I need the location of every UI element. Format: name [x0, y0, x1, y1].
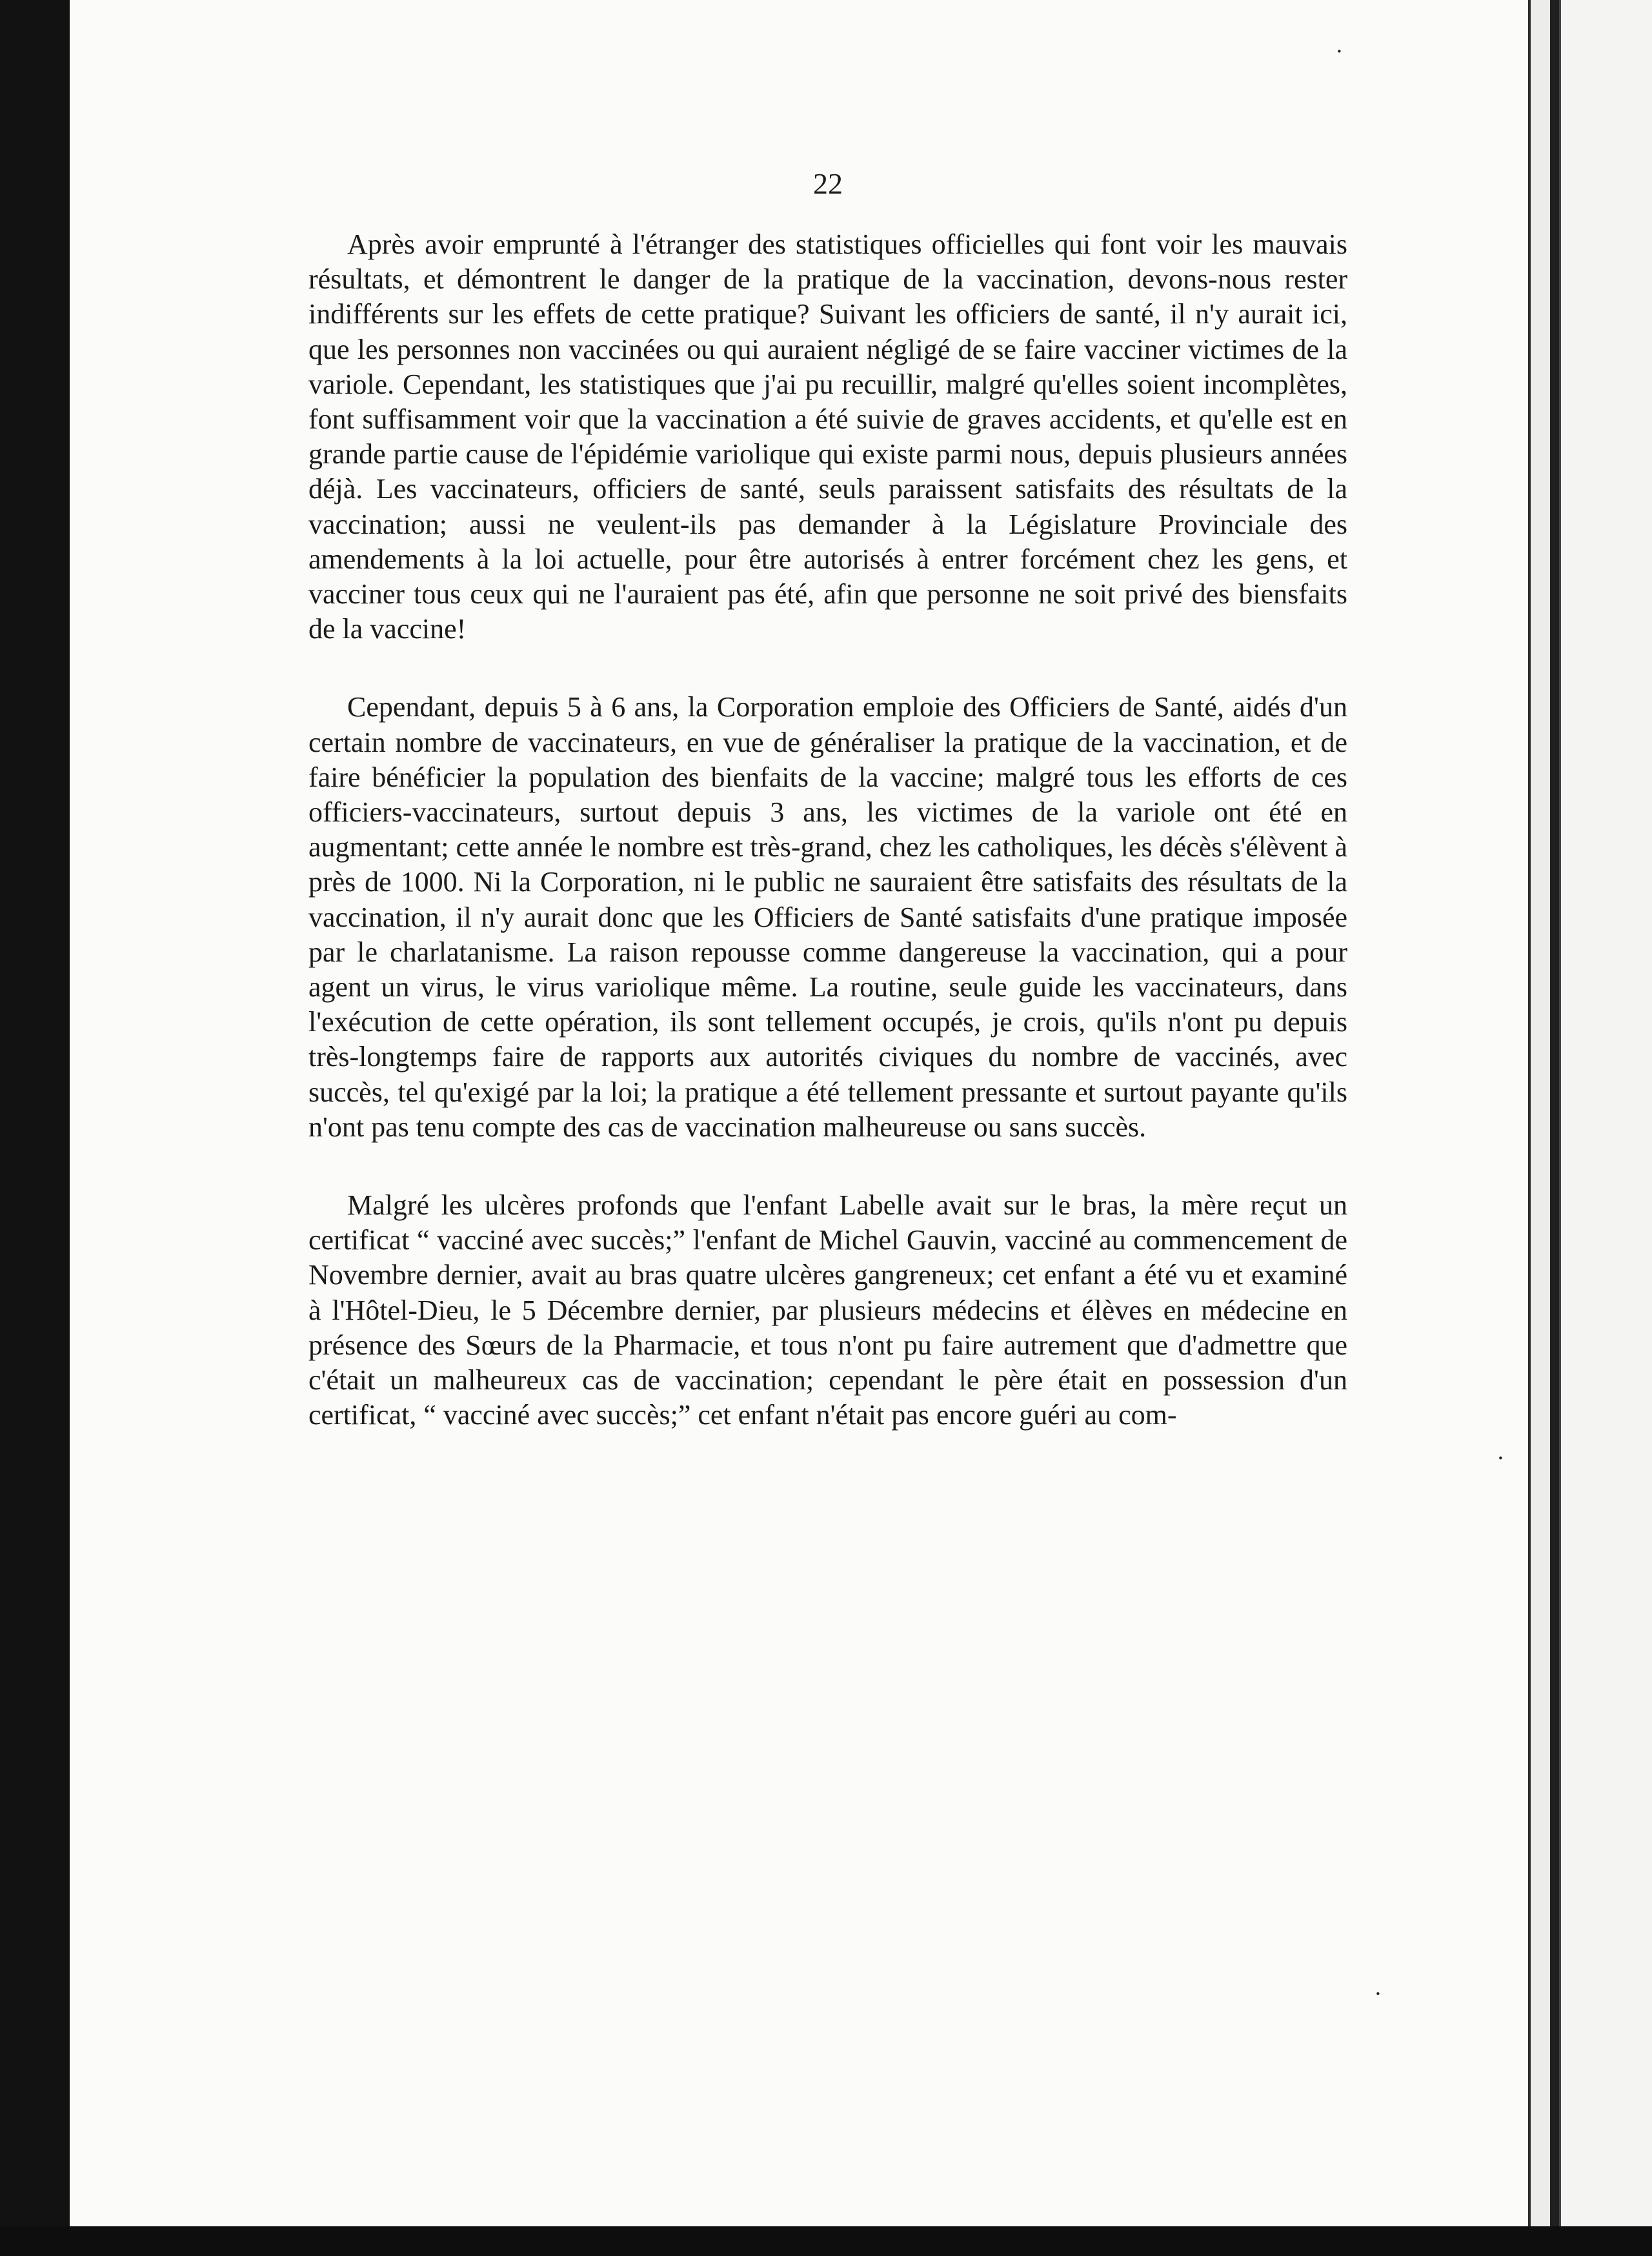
scan-speck: · [1375, 1981, 1382, 2007]
scan-speck: · [1336, 39, 1343, 65]
page-gutter [1531, 0, 1550, 2226]
paragraph: Après avoir emprunté à l'étranger des statistiques officielles qui font voir les mauvais résultats, et démontrent le danger de la pratique de la vaccination, devons-nous rester indifférents sur les effets de cette pratique? Suivant les officiers de santé, il n'y aurait ici, que les personnes non vaccinées ou qui auraient négligé de se faire vacciner victimes de la variole. Cependant, les statistiques que j'ai pu recuillir, malgré qu'elles soient incomplètes, font suffisamment voir que la vaccination a été suivie de graves accidents, et qu'elle est en grande partie cause de l'épidémie variolique qui existe parmi nous, depuis plusieurs années déjà. Les vaccinateurs, officiers de santé, seuls paraissent satisfaits des résultats de la vaccination; aussi ne veulent-ils pas demander à la Législature Provinciale des amendements à la loi actuelle, pour être autorisés à entrer forcément chez les gens, et vacciner tous ceux qui ne l'auraient pas été, afin que personne ne soit privé des biensfaits de la vaccine! [308, 228, 1347, 645]
page-text [308, 161, 1347, 1433]
facing-page-edge [1559, 0, 1652, 2226]
scan-background-left [0, 0, 70, 2256]
book-spine [1550, 0, 1559, 2226]
paragraph: Cependant, depuis 5 à 6 ans, la Corporation emploie des Officiers de Santé, aidés d'un certain nombre de vaccinateurs, en vue de généraliser la pratique de la vaccination, et de faire bénéficier la population des bienfaits de la vaccine; malgré tous les efforts de ces officiers-vaccinateurs, surtout depuis 3 ans, les victimes de la variole ont été en augmentant; cette année le nombre est très-grand, chez les catholiques, les décès s'élèvent à près de 1000. Ni la Corporation, ni le public ne sauraient être satisfaits des résultats de la vaccination, il n'y aurait donc que les Officiers de Santé satisfaits d'une pratique imposée par le charlatanisme. La raison repousse comme dangereuse la vaccination, qui a pour agent un virus, le virus variolique même. La routine, seule guide les vaccinateurs, dans l'exécution de cette opération, ils sont tellement occupés, je crois, qu'ils n'ont pu depuis très-longtemps faire de rapports aux autorités civiques du nombre de vaccinés, avec succès, tel qu'exigé par la loi; la pratique a été tellement pressante et surtout payante qu'ils n'ont pas tenu compte des cas de vaccination malheureuse ou sans succès. [308, 691, 1347, 1143]
scan-speck: · [1497, 1445, 1504, 1471]
paragraph: Malgré les ulcères profonds que l'enfant Labelle avait sur le bras, la mère reçut un certificat “ vacciné avec succès;” l'enfant de Michel Gauvin, vacciné au commencement de Novembre dernier, avait au bras quatre ulcères gangreneux; cet enfant a été vu et examiné à l'Hôtel-Dieu, le 5 Décembre dernier, par plusieurs médecins et élèves en médecine en présence des Sœurs de la Pharmacie, et tous n'ont pu faire autrement que d'admettre que c'était un malheureux cas de vaccination; cependant le père était en possession d'un certificat, “ vacciné avec succès;” cet enfant n'était pas encore guéri au com- [308, 1189, 1347, 1431]
page-number: 22 [813, 167, 843, 200]
scan-background-bottom [0, 2226, 1652, 2256]
